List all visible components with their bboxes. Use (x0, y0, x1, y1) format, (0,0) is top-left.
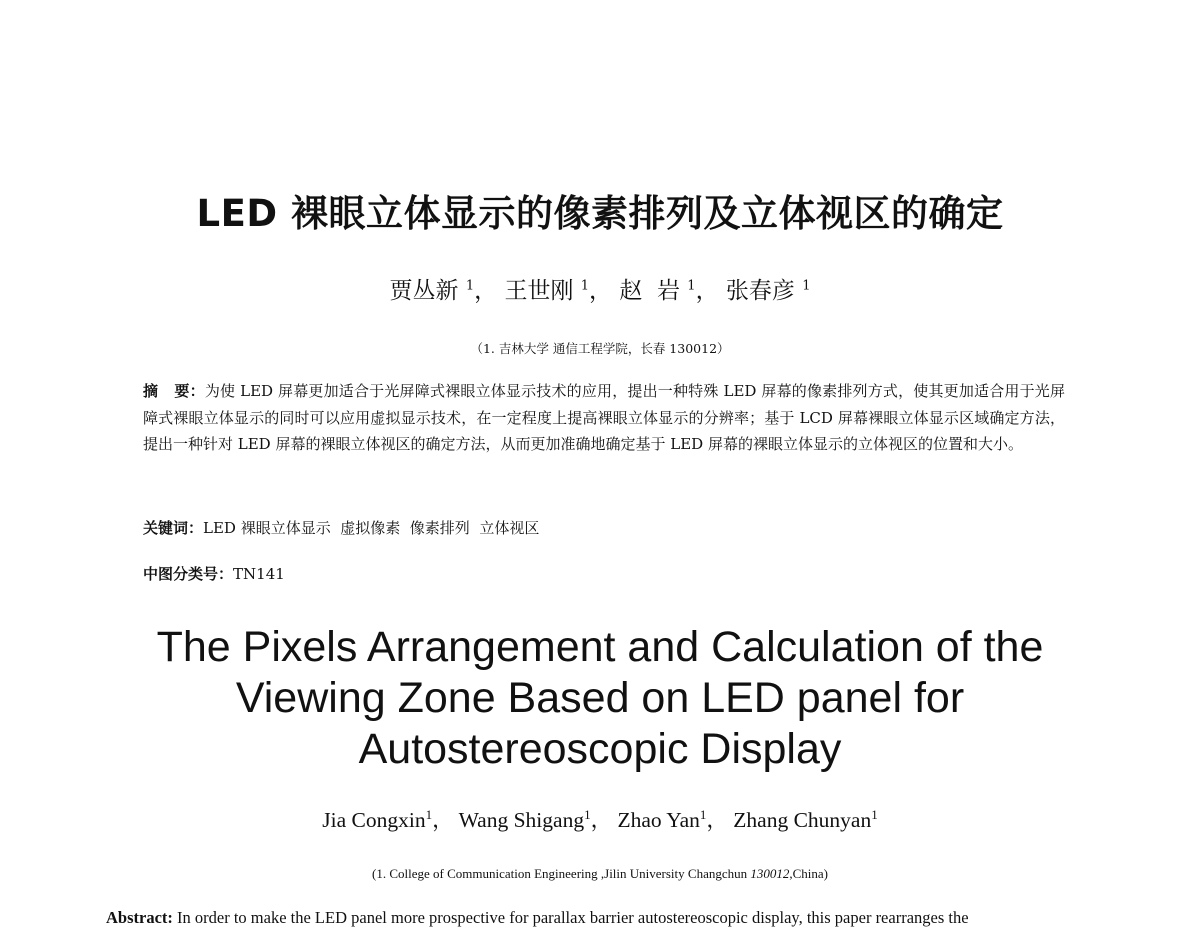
affiliation-country: ,China) (789, 866, 829, 881)
chinese-title: LED 裸眼立体显示的像素排列及立体视区的确定 (196, 192, 1004, 235)
author-affiliation-mark: 1 (802, 278, 811, 294)
chinese-abstract (143, 378, 1065, 458)
author-name: Zhao Yan (617, 808, 700, 832)
english-title (0, 622, 1200, 775)
author-name: Wang Shigang (458, 808, 585, 832)
keywords-text: LED 裸眼立体显示 虚拟像素 像素排列 立体视区 (203, 519, 540, 537)
author-separator: ， (589, 278, 613, 304)
keywords-label: 关键词： (143, 519, 204, 537)
english-title-line: Viewing Zone Based on LED panel for (235, 674, 965, 722)
classification-value: TN141 (233, 565, 285, 583)
chinese-authors (0, 272, 1200, 305)
english-authors (0, 803, 1200, 834)
author-affiliation-mark: 1 (465, 278, 475, 294)
author-affiliation-mark: 1 (584, 806, 591, 822)
english-title-line: The Pixels Arrangement and Calculation of the (156, 623, 1044, 671)
english-abstract (106, 908, 1106, 928)
author-separator: ， (590, 808, 613, 832)
abstract-text: 为使 LED 屏幕更加适合于光屏障式裸眼立体显示技术的应用，提出一种特殊 LED 屏幕的像素排列方式，使其更加适合用于光屏障式裸眼立体显示的同时可以应用虚拟显示技术，在一定程度上提高裸眼立体显示的分辨率；基于 LCD 屏幕裸眼立体显示区域确定方法，提出一种针对 LED 屏幕的裸眼立体视区的确定方法，从而更加准确地确定基于 LED 屏幕的裸眼立体显示的立体视区的位置和大小。 (143, 382, 1066, 453)
author-affiliation-mark: 1 (425, 806, 433, 822)
classification-label: 中图分类号： (143, 565, 234, 583)
author-affiliation-mark: 1 (580, 278, 590, 294)
abstract-text: In order to make the LED panel more prospective for parallax barrier autostereoscopic display, this paper rearranges the (172, 908, 969, 927)
author-name: Zhang Chunyan (733, 808, 872, 832)
abstract-label: 摘 要： (143, 382, 205, 400)
english-title-line: Autostereoscopic Display (358, 725, 842, 773)
abstract-label: Abstract: (106, 908, 173, 927)
author-affiliation-mark: 1 (687, 278, 696, 294)
author-separator: ， (706, 808, 728, 832)
affiliation-zip: 130012 (750, 866, 790, 881)
author-affiliation-mark: 1 (871, 806, 878, 822)
author-name: 赵 岩 (619, 278, 680, 304)
author-name: 张春彦 (725, 278, 795, 304)
author-affiliation-mark: 1 (699, 806, 707, 822)
chinese-affiliation: （1. 吉林大学 通信工程学院，长春 130012） (470, 341, 730, 356)
author-name: 王世刚 (504, 278, 574, 304)
english-affiliation (0, 866, 1200, 882)
author-separator: ， (695, 278, 719, 304)
author-name: Jia Congxin (322, 808, 426, 832)
classification-number (143, 563, 285, 584)
author-name: 贾丛新 (389, 278, 459, 304)
affiliation-text: (1. College of Communication Engineering ,Jilin University Changchun (371, 866, 751, 881)
author-separator: ， (474, 278, 498, 304)
chinese-keywords (143, 517, 539, 538)
author-separator: ， (432, 808, 454, 832)
